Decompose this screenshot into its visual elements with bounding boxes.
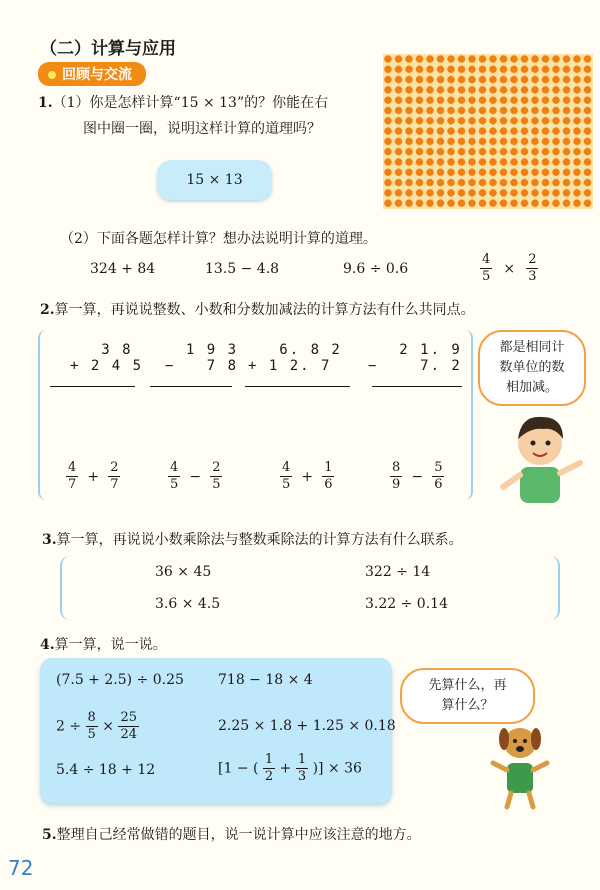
fraction [322,460,334,493]
q2-number: 2. [40,302,55,318]
dog-legs [507,793,533,807]
q3-right-top: 322 ÷ 14 [365,564,431,580]
dog-ear [499,728,509,750]
q2-fraction-2 [168,460,222,493]
denominator: 2 [264,769,274,784]
bubble-line: 先算什么，再 [428,678,507,693]
fraction [280,460,292,493]
denominator: 5 [212,477,221,492]
vertical-bottom: + 2 4 5 [70,358,144,374]
q3-prompt [42,527,562,553]
q2-fraction-3 [280,460,334,493]
boy-illustration [495,405,590,505]
q2-fraction-4 [390,460,444,493]
q2-line-4 [372,386,462,387]
operator: + [301,469,314,485]
denominator: 7 [110,477,119,492]
boy-arm [503,475,520,487]
fraction [168,460,180,493]
dog-overalls [507,763,533,793]
q2-line-3 [245,386,350,387]
numerator: 25 [120,710,138,725]
q1-number: 1. [38,95,53,111]
denominator: 3 [297,769,307,784]
numerator: 8 [392,460,401,475]
denominator: 7 [68,477,77,492]
denominator: 24 [120,727,138,742]
q3-number: 3. [42,532,57,548]
numerator: 4 [68,460,77,475]
q4-text: 算一算，说一说。 [54,637,167,653]
bubble-line: 相加减。 [505,380,558,395]
dog-head [504,728,536,758]
q5-number: 5. [42,827,57,843]
denominator: 5 [282,477,291,492]
fraction [480,252,492,285]
denominator: 5 [482,269,491,284]
denominator: 6 [324,477,333,492]
vertical-bottom: + 1 2. 7 [248,358,332,374]
q1-prompt [38,90,378,142]
numerator: 2 [212,460,221,475]
dot-grid-figure [383,54,593,209]
denominator: 5 [170,477,179,492]
q1-line1: （1）你是怎样计算“15 × 13”的？你能在右 [52,95,329,111]
q5-text: 整理自己经常做错的题目，说一说计算中应该注意的地方。 [56,827,421,843]
operator: × [503,261,516,277]
numerator: 2 [110,460,119,475]
fraction [390,460,402,493]
fraction [296,752,308,785]
denominator: 5 [87,727,96,742]
operator: + [279,760,292,777]
q3-left-bottom: 3.6 × 4.5 [155,596,221,612]
dog-nose [516,746,524,752]
vertical-bottom: − 7. 2 [368,358,462,374]
bubble-line: 数单位的数 [499,360,565,375]
fraction [66,460,78,493]
q4-expr-2: 718 − 18 × 4 [218,672,313,688]
vertical-top: 3 8 [70,342,133,358]
q2-line-2 [150,386,232,387]
denominator: 3 [528,269,537,284]
q2-vertical-1 [70,342,143,374]
numerator: 1 [264,752,274,767]
dog-illustration [485,715,555,810]
q4-prompt [40,632,167,658]
q2-speech-bubble [478,330,586,406]
numerator: 4 [170,460,179,475]
operator: − [189,469,202,485]
q4-expr-6 [218,752,362,785]
q2-vertical-4 [368,342,462,374]
vertical-bottom: − 7 8 [165,358,239,374]
numerator: 4 [282,460,291,475]
q4-expr-4: 2.25 × 1.8 + 1.25 × 0.18 [218,718,396,734]
section-title: （二）计算与应用 [40,39,176,59]
q1-expression-card [157,160,272,200]
numerator: 8 [87,710,96,725]
q1-expression-text: 15 × 13 [186,172,243,188]
operator: − [411,469,424,485]
denominator: 6 [434,477,443,492]
q2-prompt [40,297,560,323]
fraction [210,460,222,493]
q1-expr-1: 324 + 84 [90,261,156,277]
fraction [86,710,98,743]
operator: × [102,718,115,735]
dog-ear [531,728,541,750]
vertical-top: 6. 8 2 [248,342,342,358]
tag-dot-icon [48,71,56,79]
q2-vertical-3 [248,342,342,374]
fraction [526,252,538,285]
q4-expr-5: 5.4 ÷ 18 + 12 [56,762,156,778]
fraction [432,460,444,493]
q1-part2-text: （2）下面各题怎样计算？想办法说明计算的道理。 [60,231,377,247]
numerator: 4 [482,252,491,267]
numerator: 2 [528,252,537,267]
boy-eye [531,441,536,446]
boy-arm [560,463,580,473]
review-tag [38,62,146,86]
q4-expr-3 [56,710,139,743]
q4-number: 4. [40,637,55,653]
q1-expr-2: 13.5 − 4.8 [205,261,280,277]
review-tag-label: 回顾与交流 [62,67,132,83]
numerator: 1 [297,752,307,767]
boy-eye [546,441,551,446]
q4-expr-1: (7.5 + 2.5) ÷ 0.25 [56,672,184,688]
bubble-line: 都是相同计 [499,340,565,355]
fraction [118,710,139,743]
q3-work-area [60,556,560,620]
q2-line-1 [50,386,135,387]
numerator: 5 [434,460,443,475]
q3-left-top: 36 × 45 [155,564,212,580]
q2-vertical-2 [165,342,238,374]
q3-right-bottom: 3.22 ÷ 0.14 [365,596,448,612]
expr-part: )] × 36 [312,760,362,777]
fraction [263,752,275,785]
q1-expr-3: 9.6 ÷ 0.6 [343,261,409,277]
q2-fraction-1 [66,460,120,493]
expr-part: 2 ÷ [56,718,82,735]
q2-text: 算一算，再说说整数、小数和分数加减法的计算方法有什么共同点。 [54,302,475,318]
q5-prompt [42,822,562,848]
q1-line2: 图中圈一圈，说明这样计算的道理吗？ [83,121,321,137]
fraction [108,460,120,493]
expr-part: [1 − ( [218,760,259,777]
vertical-top: 2 1. 9 [368,342,462,358]
dog-eye [513,739,517,743]
boy-shirt [520,467,560,503]
denominator: 9 [392,477,401,492]
page-number: 72 [8,856,34,880]
numerator: 1 [324,460,333,475]
q3-text: 算一算，再说说小数乘除法与整数乘除法的计算方法有什么联系。 [56,532,463,548]
dog-eye [523,739,527,743]
vertical-top: 1 9 3 [165,342,239,358]
bubble-line: 算什么？ [441,698,494,713]
operator: + [87,469,100,485]
q1-expr-4 [480,252,538,285]
